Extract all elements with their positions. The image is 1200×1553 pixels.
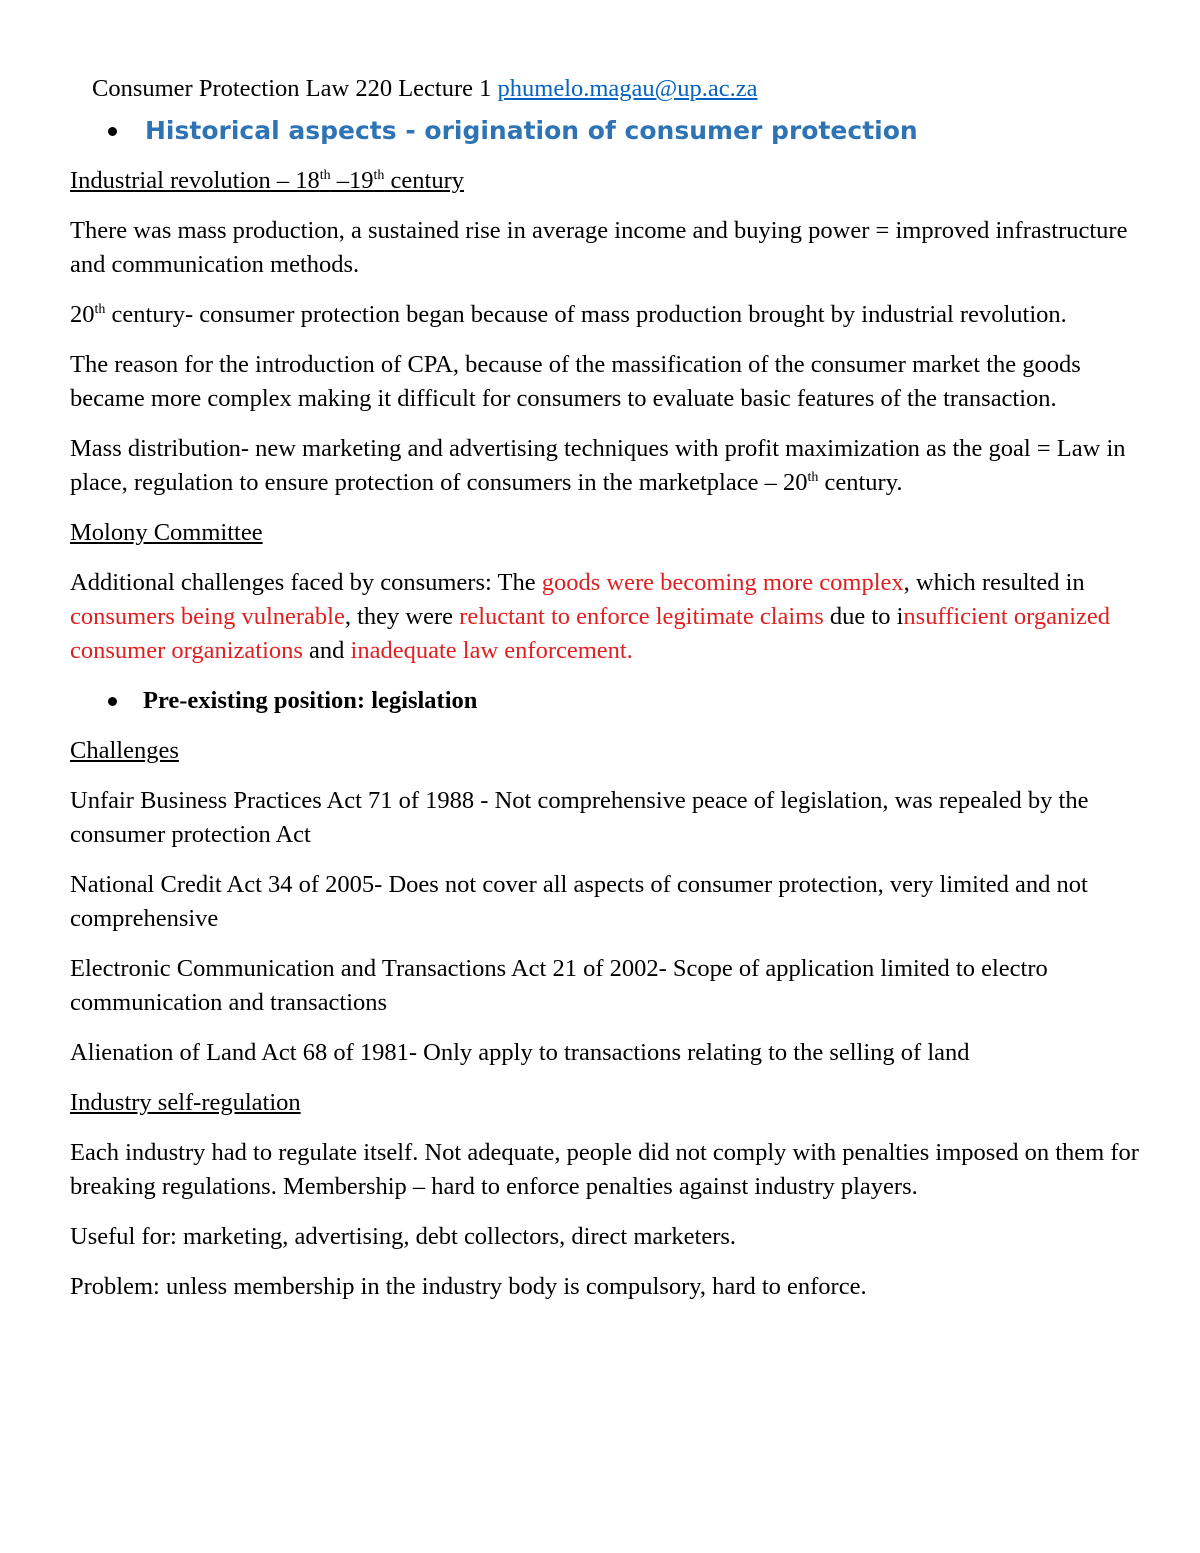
header-title: Consumer Protection Law 220 Lecture 1 xyxy=(92,75,492,102)
bullet-icon xyxy=(108,697,117,706)
paragraph-act-unfair-business: Unfair Business Practices Act 71 of 1988 - Not comprehensive peace of legislation, was repealed by the consumer protection Act xyxy=(70,787,1089,848)
bullet-icon xyxy=(108,127,117,136)
heading-text: Pre-existing position: legislation xyxy=(143,687,478,714)
paragraph-act-alienation-of-land: Alienation of Land Act 68 of 1981- Only apply to transactions relating to the selling of land xyxy=(70,1039,970,1066)
document-header xyxy=(92,72,1140,106)
paragraph-act-electronic-communication: Electronic Communication and Transactions Act 21 of 2002- Scope of application limited to electro communication and transactions xyxy=(70,955,1048,1016)
subheading-molony-committee: Molony Committee xyxy=(70,519,263,546)
heading-pre-existing-position xyxy=(70,684,1140,718)
subheading-challenges: Challenges xyxy=(70,737,179,764)
paragraph-20th-century: 20th century- consumer protection began because of mass production brought by industrial revolution. xyxy=(70,301,1067,328)
paragraph-useful-for: Useful for: marketing, advertising, debt collectors, direct marketers. xyxy=(70,1223,737,1250)
subheading-industry-self-regulation: Industry self-regulation xyxy=(70,1089,301,1116)
subheading-industrial-revolution: Industrial revolution – 18th –19th century xyxy=(70,167,464,194)
heading-historical-aspects xyxy=(70,114,1140,148)
paragraph-additional-challenges: Additional challenges faced by consumers: The goods were becoming more complex, which resulted in consumers being vulnerable, they were reluctant to enforce legitimate claims due to insufficient organized consumer organizations and inadequate law enforcement. xyxy=(70,569,1111,664)
paragraph-self-regulation: Each industry had to regulate itself. Not adequate, people did not comply with penalties imposed on them for breaking regulations. Membership – hard to enforce penalties against industry players. xyxy=(70,1139,1139,1200)
paragraph-cpa-reason: The reason for the introduction of CPA, because of the massification of the consumer market the goods became more complex making it difficult for consumers to evaluate basic features of the transaction. xyxy=(70,351,1081,412)
paragraph-act-national-credit: National Credit Act 34 of 2005- Does not cover all aspects of consumer protection, very limited and not comprehensive xyxy=(70,871,1088,932)
paragraph-problem: Problem: unless membership in the industry body is compulsory, hard to enforce. xyxy=(70,1273,867,1300)
paragraph-mass-distribution: Mass distribution- new marketing and advertising techniques with profit maximization as the goal = Law in place, regulation to ensure protection of consumers in the marketplace – 20th century. xyxy=(70,435,1126,496)
heading-text: Historical aspects - origination of consumer protection xyxy=(145,116,918,145)
paragraph-mass-production: There was mass production, a sustained rise in average income and buying power = improved infrastructure and communication methods. xyxy=(70,217,1128,278)
document-page xyxy=(70,72,1140,1320)
email-link[interactable]: phumelo.magau@up.ac.za xyxy=(497,75,758,102)
